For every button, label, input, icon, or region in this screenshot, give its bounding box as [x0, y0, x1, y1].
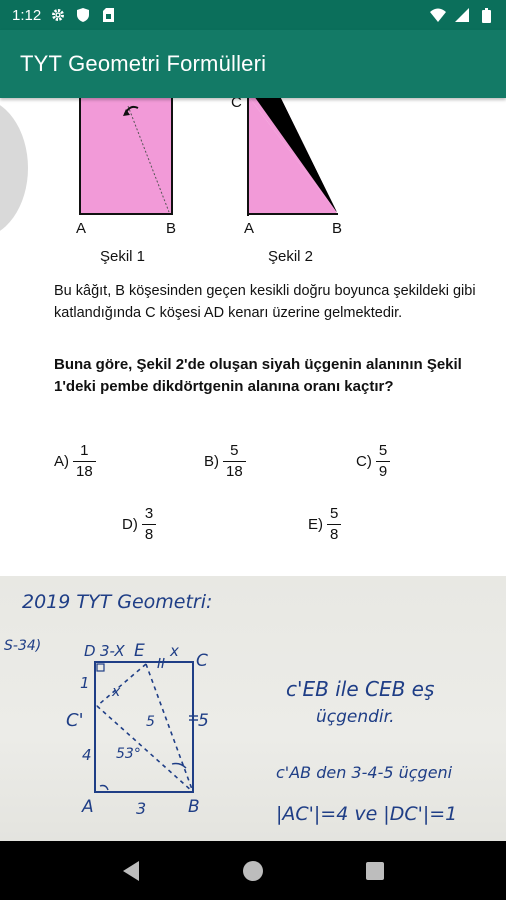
label-c-prime: C'	[66, 710, 84, 731]
label-c: C	[196, 651, 208, 671]
option-letter: A)	[54, 453, 69, 470]
figure1-rectangle	[70, 98, 190, 223]
option-fraction	[376, 442, 390, 481]
option-b	[204, 442, 246, 481]
figure1-caption: Şekil 1	[100, 248, 146, 265]
signal-icon	[454, 7, 470, 23]
option-d	[122, 505, 156, 544]
label-x-inner: x	[112, 684, 121, 700]
question-image	[0, 98, 506, 576]
fraction-numerator: 5	[230, 442, 239, 459]
option-fraction	[223, 442, 246, 481]
scroll-indicator	[0, 98, 28, 238]
figure1-label-a: A	[76, 220, 87, 237]
home-button[interactable]	[233, 851, 273, 891]
whiteboard-question-ref: S-34)	[4, 638, 42, 654]
option-c	[356, 442, 390, 481]
option-fraction	[327, 505, 341, 544]
label-5-diag: 5	[146, 714, 155, 730]
back-button[interactable]	[111, 851, 151, 891]
label-5-right: 5	[198, 711, 209, 731]
label-1: 1	[80, 674, 90, 692]
wifi-icon	[430, 7, 446, 23]
fraction-denominator: 18	[223, 461, 246, 481]
question-prompt: Buna göre, Şekil 2'de oluşan siyah üçgenin alanının Şekil 1'deki pembe dikdörtgenin alanına oranı kaçtır?	[54, 356, 462, 395]
recents-icon	[365, 861, 385, 881]
home-icon	[241, 859, 265, 883]
fraction-numerator: 3	[144, 505, 154, 522]
app-bar	[0, 30, 506, 98]
back-icon	[121, 860, 141, 882]
option-e	[308, 505, 341, 544]
figure2-label-a: A	[244, 220, 255, 237]
figure2-label-b: B	[332, 220, 343, 237]
fraction-numerator: 5	[378, 442, 388, 459]
option-letter: E)	[308, 516, 323, 533]
note-line-3: c'AB den 3-4-5 üçgeni	[276, 763, 453, 782]
whiteboard-header: 2019 TYT Geometri:	[22, 591, 213, 613]
option-letter: B)	[204, 453, 219, 470]
note-line-1: c'EB ile CEB eş	[286, 677, 435, 701]
note-line-2: üçgendir.	[316, 707, 395, 727]
question-text: Bu kâğıt, B köşesinden geçen kesikli doğru boyunca şekildeki gibi katlandığında C köşesi AD kenarı üzerine gelmektedir.	[54, 283, 476, 321]
note-line-4: |AC'|=4 ve |DC'|=1	[276, 803, 458, 825]
fraction-denominator: 8	[327, 524, 341, 544]
navigation-bar	[0, 841, 506, 900]
label-a: A	[82, 797, 94, 817]
status-time: 1:12	[12, 6, 42, 24]
figure2-folded	[240, 98, 350, 223]
option-fraction	[142, 505, 156, 544]
label-e: E	[134, 641, 145, 661]
label-b: B	[188, 797, 200, 817]
fraction-denominator: 18	[73, 461, 96, 481]
label-3-minus-x: 3-X	[100, 642, 125, 660]
option-letter: D)	[122, 516, 138, 533]
content-scroll-area[interactable]	[0, 98, 506, 841]
fraction-numerator: 5	[330, 505, 339, 522]
fraction-denominator: 9	[376, 461, 390, 481]
label-4: 4	[82, 746, 92, 764]
label-x-top: x	[170, 642, 179, 660]
recents-button[interactable]	[355, 851, 395, 891]
sim-card-icon	[100, 7, 116, 23]
fraction-denominator: 8	[142, 524, 156, 544]
status-bar	[0, 0, 506, 30]
battery-icon	[478, 7, 494, 23]
option-a	[54, 442, 96, 481]
label-d: D	[84, 642, 96, 660]
label-angle: 53°	[116, 746, 141, 762]
figure1-label-b: B	[166, 220, 177, 237]
option-fraction	[73, 442, 96, 481]
fraction-numerator: 1	[80, 442, 89, 459]
shield-icon	[75, 7, 91, 23]
option-letter: C)	[356, 453, 372, 470]
whiteboard-photo	[0, 576, 506, 841]
figure2-label-c: C	[231, 98, 242, 111]
app-title: TYT Geometri Formülleri	[20, 51, 267, 76]
figure2-caption: Şekil 2	[268, 248, 314, 265]
whiteboard-drawing	[0, 576, 506, 841]
gear-icon	[50, 7, 66, 23]
label-bottom-3: 3	[136, 799, 147, 818]
